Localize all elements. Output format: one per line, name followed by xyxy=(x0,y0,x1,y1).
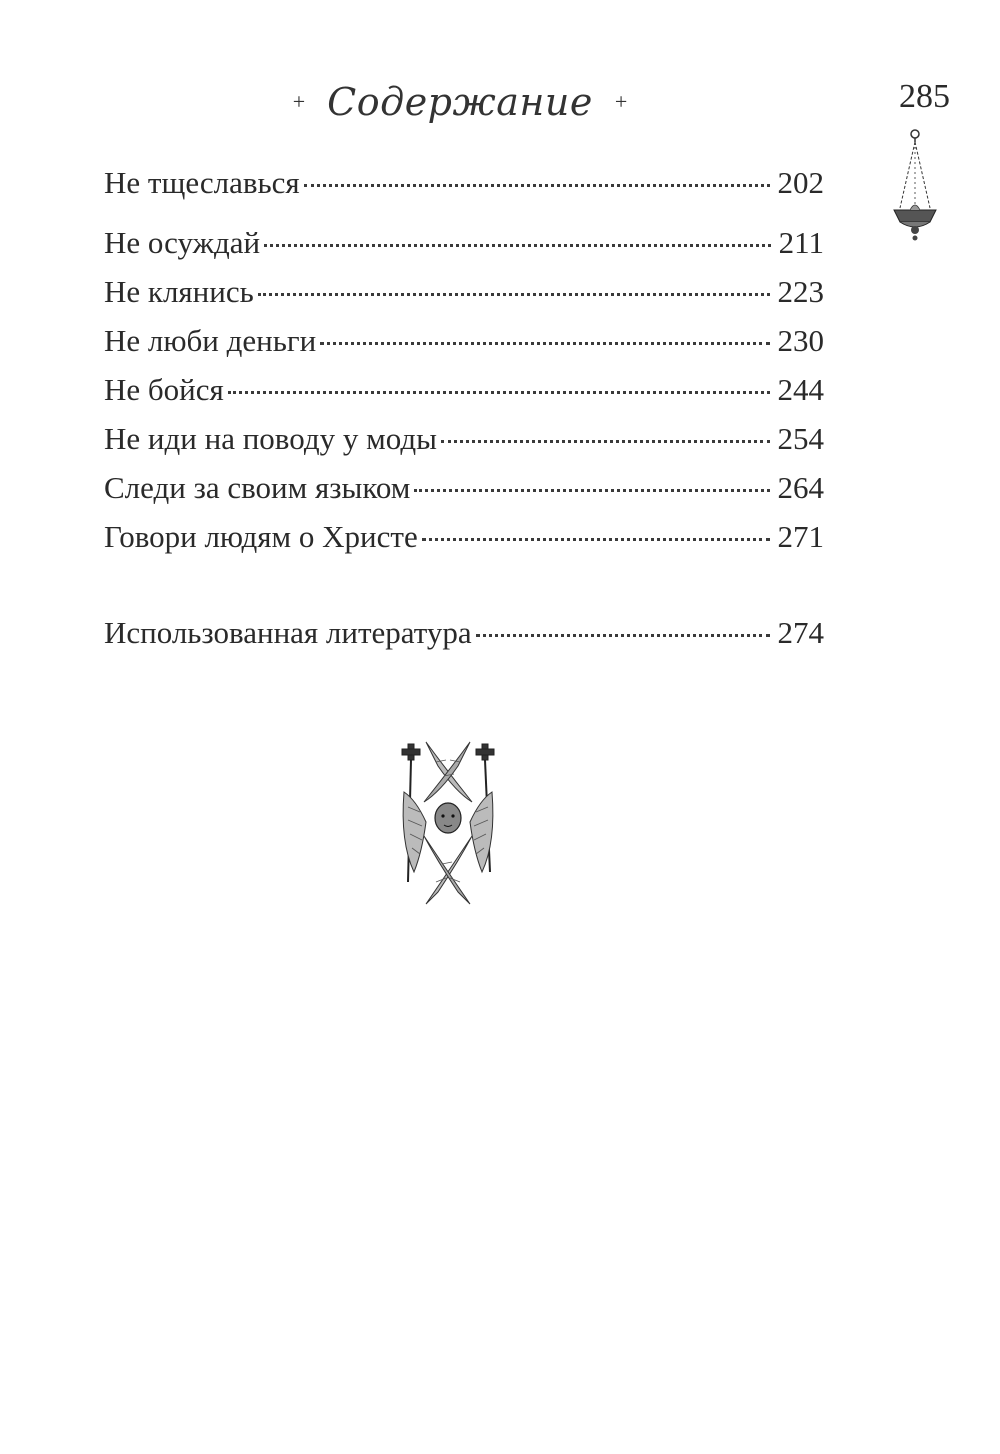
toc-leader-dots xyxy=(414,489,769,492)
toc-leader-dots xyxy=(476,634,770,637)
toc-leader-dots xyxy=(228,391,770,394)
toc-entry-title: Использованная литература xyxy=(104,615,472,650)
toc-leader-dots xyxy=(441,440,770,443)
toc-entry-page: 264 xyxy=(777,470,824,505)
toc-entry-title: Не тщеславься xyxy=(104,165,300,200)
toc-entry[interactable] xyxy=(104,365,824,414)
seraphim-icon xyxy=(386,732,510,908)
toc-leader-dots xyxy=(320,342,769,345)
hanging-lamp-icon xyxy=(880,128,950,243)
toc-entry-page: 254 xyxy=(777,421,824,456)
toc-entry-page: 274 xyxy=(777,615,824,650)
cross-icon: + xyxy=(292,89,306,114)
toc-leader-dots xyxy=(264,244,770,247)
toc-entry[interactable] xyxy=(104,414,824,463)
toc-entry-page: 271 xyxy=(777,519,824,554)
toc-entry-page: 211 xyxy=(778,225,824,260)
toc-entry[interactable] xyxy=(104,158,824,207)
toc-entry[interactable] xyxy=(104,463,824,512)
toc-entry[interactable] xyxy=(104,512,824,561)
toc-entry-title: Говори людям о Христе xyxy=(104,519,418,554)
table-of-contents xyxy=(104,158,824,657)
toc-entry-page: 230 xyxy=(777,323,824,358)
page-number: 285 xyxy=(899,78,950,115)
toc-entry[interactable] xyxy=(104,267,824,316)
toc-entry[interactable] xyxy=(104,316,824,365)
toc-leader-dots xyxy=(422,538,770,541)
toc-leader-dots xyxy=(258,293,770,296)
cross-icon: + xyxy=(614,89,628,114)
toc-entry-page: 244 xyxy=(777,372,824,407)
toc-entry-page: 202 xyxy=(777,165,824,200)
toc-entry-title: Не люби деньги xyxy=(104,323,317,358)
toc-entry-title: Следи за своим языком xyxy=(104,470,411,505)
toc-entry-title: Не клянись xyxy=(104,274,254,309)
page-title: Содержание xyxy=(327,80,593,124)
toc-entry-page: 223 xyxy=(777,274,824,309)
toc-entry[interactable] xyxy=(104,218,824,267)
toc-leader-dots xyxy=(304,184,770,187)
toc-entry-title: Не иди на поводу у моды xyxy=(104,421,437,456)
toc-entry-title: Не бойся xyxy=(104,372,224,407)
running-head xyxy=(292,72,628,132)
toc-entry-title: Не осуждай xyxy=(104,225,261,260)
toc-entry[interactable] xyxy=(104,608,824,657)
